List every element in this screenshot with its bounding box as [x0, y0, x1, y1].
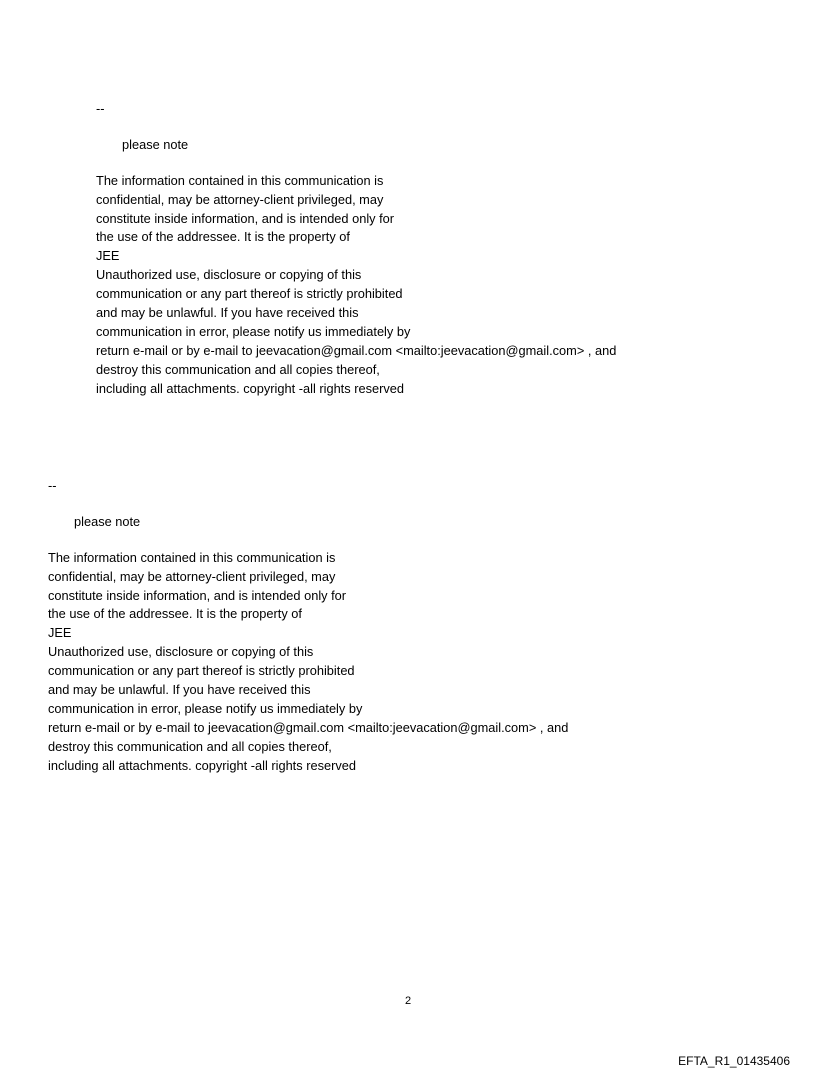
disclaimer-line: including all attachments. copyright -all rights reserved — [48, 757, 356, 773]
disclaimer-line: confidential, may be attorney-client privileged, may — [96, 191, 384, 207]
disclaimer-line: including all attachments. copyright -all rights reserved — [96, 380, 404, 396]
disclaimer-line: communication in error, please notify us immediately by — [48, 700, 363, 716]
separator: -- — [48, 478, 57, 493]
disclaimer-line: confidential, may be attorney-client privileged, may — [48, 568, 336, 584]
disclaimer-line: and may be unlawful. If you have received this — [96, 305, 359, 321]
disclaimer-line: communication or any part thereof is strictly prohibited — [96, 286, 403, 302]
disclaimer-block — [48, 477, 568, 775]
disclaimer-line: destroy this communication and all copies thereof, — [96, 361, 380, 377]
disclaimer-line: return e-mail or by e-mail to jeevacation@gmail.com <mailto:jeevacation@gmail.com> , and — [96, 342, 617, 358]
document-id: EFTA_R1_01435406 — [678, 1054, 790, 1068]
disclaimer-line: JEE — [48, 625, 72, 641]
note-heading: please note — [74, 513, 141, 529]
disclaimer-line: The information contained in this communication is — [96, 172, 384, 188]
separator: -- — [96, 101, 105, 116]
disclaimer-block-indented — [96, 100, 616, 398]
disclaimer-line: constitute inside information, and is intended only for — [96, 210, 395, 226]
disclaimer-line: the use of the addressee. It is the property of — [96, 229, 350, 245]
page-number: 2 — [404, 995, 412, 1007]
disclaimer-line: and may be unlawful. If you have received this — [48, 682, 311, 698]
disclaimer-line: communication in error, please notify us immediately by — [96, 323, 411, 339]
disclaimer-line: constitute inside information, and is intended only for — [48, 587, 347, 603]
disclaimer-line: Unauthorized use, disclosure or copying of this — [48, 644, 314, 660]
disclaimer-line: JEE — [96, 248, 120, 264]
note-heading: please note — [122, 136, 189, 152]
disclaimer-line: Unauthorized use, disclosure or copying of this — [96, 267, 362, 283]
disclaimer-line: destroy this communication and all copies thereof, — [48, 738, 332, 754]
disclaimer-line: communication or any part thereof is strictly prohibited — [48, 663, 355, 679]
disclaimer-line: the use of the addressee. It is the property of — [48, 606, 302, 622]
disclaimer-line: The information contained in this communication is — [48, 549, 336, 565]
disclaimer-line: return e-mail or by e-mail to jeevacation@gmail.com <mailto:jeevacation@gmail.com> , and — [48, 719, 569, 735]
